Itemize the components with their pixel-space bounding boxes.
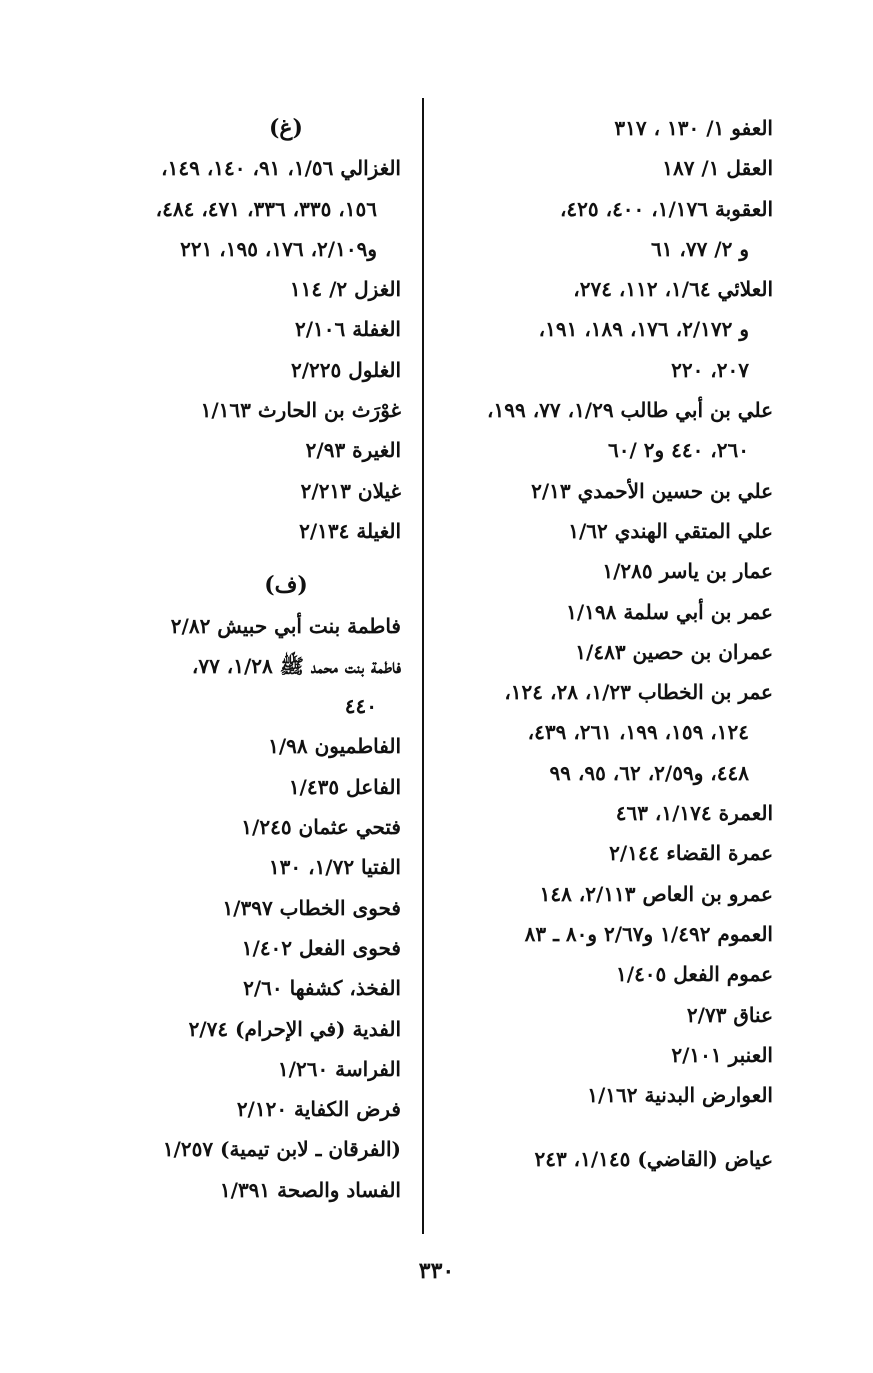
- index-entry-continuation: ١٢٤، ١٥٩، ١٩٩، ٢٦١، ٤٣٩،: [527, 720, 749, 745]
- index-entry: (الفرقان ـ لابن تيمية) ١/٢٥٧: [162, 1137, 401, 1162]
- index-entry: العمرة ١/١٧٤، ٤٦٣: [615, 801, 773, 826]
- index-entry: فاطمة بنت محمد ﷺ ١/٢٨، ٧٧،: [191, 653, 401, 678]
- index-entry: فحوى الفعل ١/٤٠٢: [241, 935, 401, 960]
- index-entry: الفراسة ١/٢٦٠: [277, 1056, 401, 1081]
- index-entry: العلائي ١/٦٤، ١١٢، ٢٧٤،: [573, 277, 773, 302]
- column-divider: [422, 98, 424, 1234]
- index-entry: الغيلة ٢/١٣٤: [299, 518, 401, 543]
- index-entry: عمرو بن العاص ٢/١١٣، ١٤٨: [539, 881, 773, 906]
- index-entry-continuation: ١٥٦، ٣٣٥، ٣٣٦، ٤٧١، ٤٨٤،: [155, 196, 377, 221]
- index-entry: العقوبة ١/١٧٦، ٤٠٠، ٤٢٥،: [559, 196, 773, 221]
- index-entry: علي المتقي الهندي ١/٦٢: [568, 518, 773, 543]
- index-entry: العنبر ٢/١٠١: [671, 1042, 773, 1067]
- index-entry: الغزل ٢/ ١١٤: [289, 277, 401, 302]
- index-entry: الفخذ، كشفها ٢/٦٠: [243, 976, 401, 1001]
- index-entry: العفو ١/ ١٣٠ ، ٣١٧: [614, 116, 773, 140]
- index-entry: غيلان ٢/٢١٣: [300, 478, 401, 503]
- index-entry-continuation: ٢٦٠، ٤٤٠ و٢ /٦٠: [607, 438, 749, 463]
- index-entry: غوْرَث بن الحارث ١/١٦٣: [200, 398, 401, 423]
- index-entry: فرض الكفاية ٢/١٢٠: [236, 1097, 401, 1122]
- index-entry: العقل ١/ ١٨٧: [662, 156, 773, 181]
- index-entry: الفتيا ١/٧٢، ١٣٠: [268, 855, 401, 880]
- index-entry-continuation: و ٢/ ٧٧، ٦١: [650, 236, 749, 261]
- index-entry: الفدية (في الإحرام) ٢/٧٤: [188, 1016, 401, 1041]
- section-letter-heading: (غ): [269, 115, 303, 141]
- index-entry: الفساد والصحة ١/٣٩١: [219, 1177, 401, 1202]
- index-entry: العموم ١/٤٩٢ و٢/٦٧ و٨٠ ـ ٨٣: [524, 921, 773, 946]
- index-entry: فحوى الخطاب ١/٣٩٧: [222, 895, 401, 920]
- index-entry-continuation: و ٢/١٧٢، ١٧٦، ١٨٩، ١٩١،: [538, 317, 749, 342]
- index-entry-continuation: ٤٤٨، و٢/٥٩، ٦٢، ٩٥، ٩٩: [549, 760, 749, 785]
- index-entry: عمار بن ياسر ١/٢٨٥: [602, 559, 773, 584]
- index-entry: الغفلة ٢/١٠٦: [294, 317, 401, 342]
- section-letter-heading: (ف): [264, 572, 308, 599]
- index-entry: عمرة القضاء ٢/١٤٤: [609, 841, 773, 866]
- index-entry: الغزالي ١/٥٦، ٩١، ١٤٠، ١٤٩،: [161, 156, 401, 181]
- page-number: ٣٣٠: [418, 1258, 455, 1284]
- index-entry: عمر بن أبي سلمة ١/١٩٨: [566, 599, 773, 624]
- index-entry: عياض (القاضي) ١/١٤٥، ٢٤٣: [534, 1147, 773, 1172]
- index-entry: فتحي عثمان ١/٢٤٥: [241, 815, 401, 840]
- index-entry: علي بن حسين الأحمدي ٢/١٣: [531, 478, 773, 503]
- index-entry: فاطمة بنت أبي حبيش ٢/٨٢: [170, 613, 401, 638]
- index-entry: العوارض البدنية ١/١٦٢: [587, 1083, 773, 1108]
- index-entry: الفاعل ١/٤٣٥: [288, 774, 401, 799]
- index-entry: عمران بن حصين ١/٤٨٣: [575, 639, 773, 664]
- index-entry: الغيرة ٢/٩٣: [305, 438, 401, 463]
- index-entry-continuation: و٢/١٠٩، ١٧٦، ١٩٥، ٢٢١: [180, 236, 377, 261]
- index-entry: عناق ٢/٧٣: [686, 1002, 773, 1027]
- index-entry: عمر بن الخطاب ١/٢٣، ٢٨، ١٢٤،: [504, 680, 773, 705]
- index-entry: عموم الفعل ١/٤٠٥: [616, 962, 773, 987]
- index-entry-continuation: ٤٤٠: [344, 694, 377, 719]
- index-entry: علي بن أبي طالب ١/٢٩، ٧٧، ١٩٩،: [487, 398, 773, 423]
- index-entry: الفاطميون ١/٩٨: [268, 734, 401, 759]
- index-column-left: [1, 108, 401, 1210]
- index-column-right: [443, 108, 773, 1180]
- index-entry: الغلول ٢/٢٢٥: [290, 357, 401, 382]
- index-entry-continuation: ٢٠٧، ٢٢٠: [671, 357, 749, 382]
